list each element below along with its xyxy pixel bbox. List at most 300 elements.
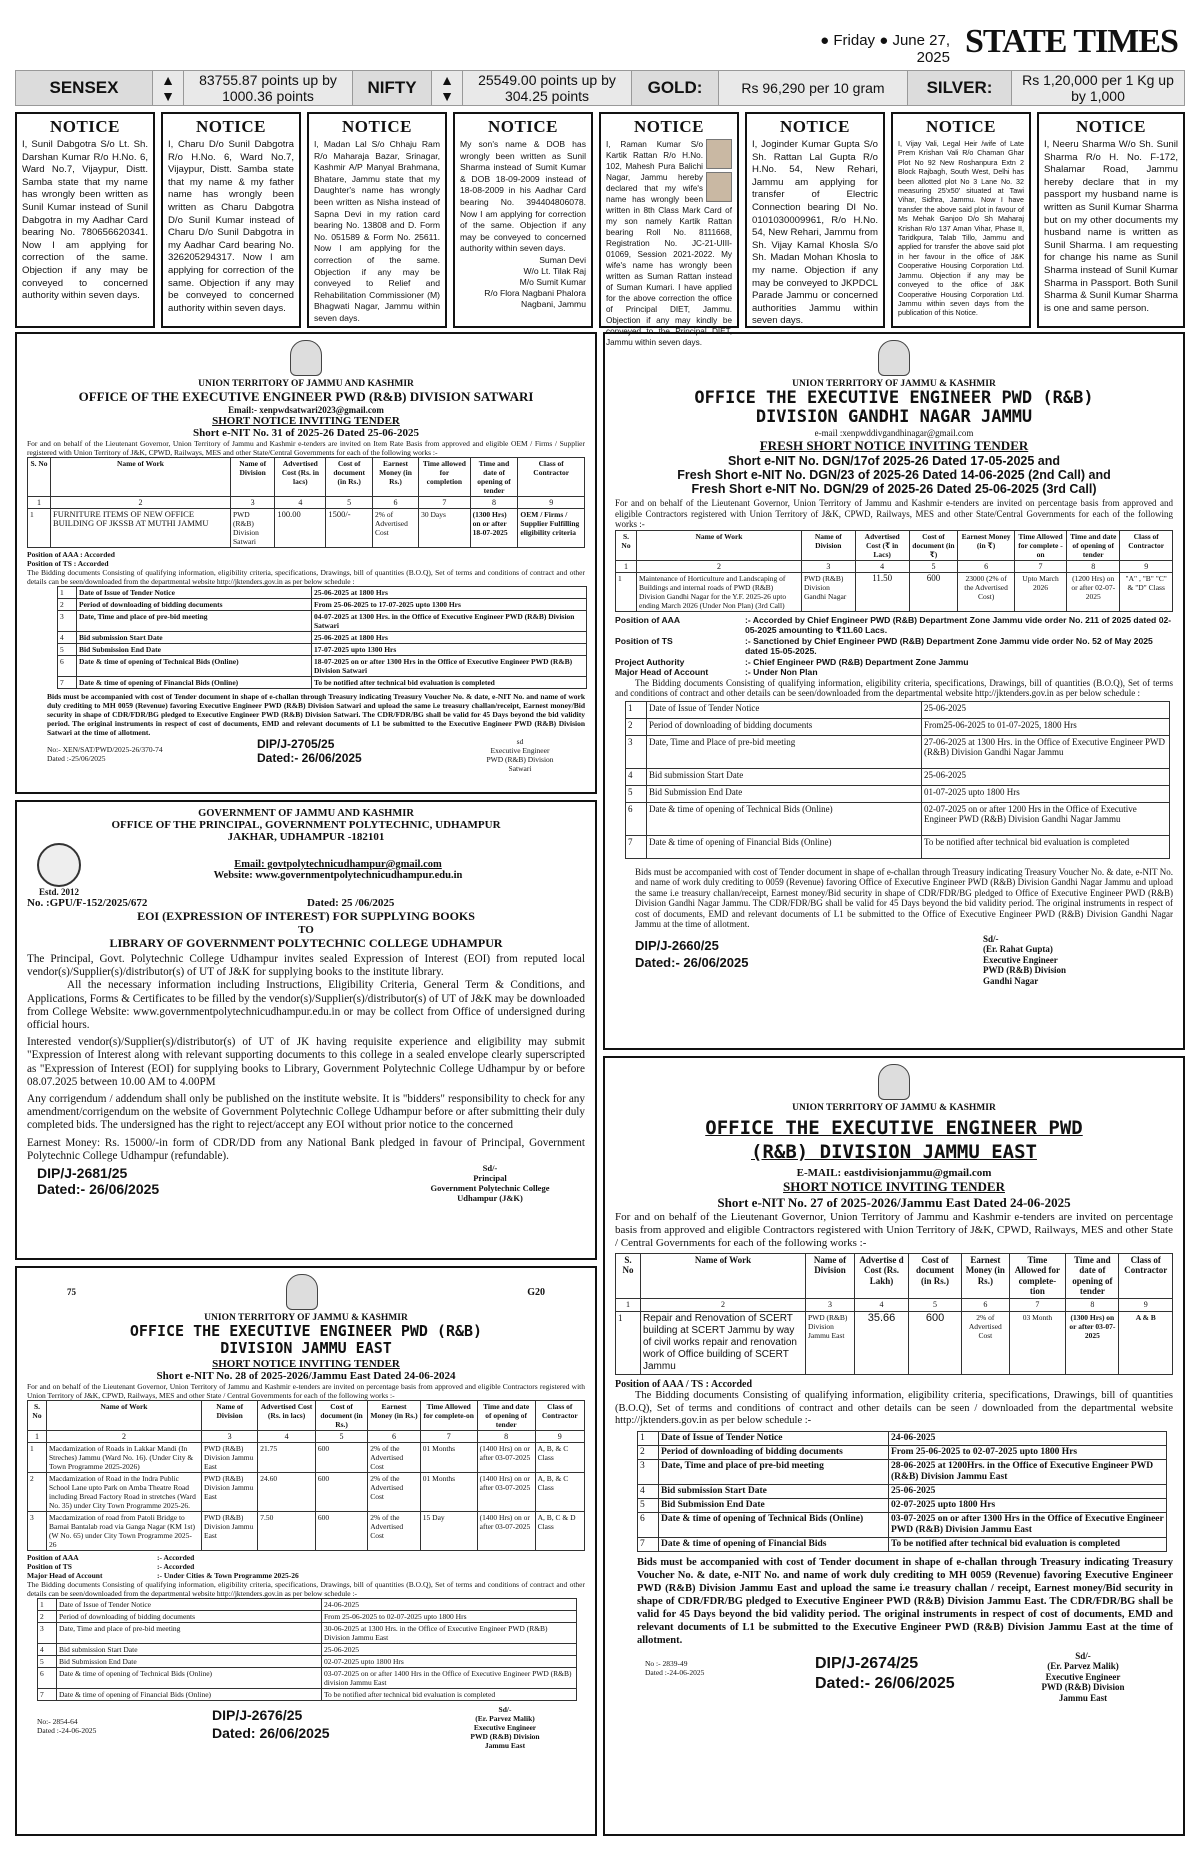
eoi-para-1: The Principal, Govt. Polytechnic College Udhampur invites sealed Expression of Interest (EOI) from reputed local vendor(s)/Supplier(s)/distributor(s) of UT of J&K for supplying books to the institute library. — [27, 953, 585, 979]
table-row — [38, 1655, 577, 1667]
table-cell: Date & time of opening of Technical Bids (Online) — [57, 1667, 322, 1688]
table-cell: 600 — [315, 1511, 367, 1550]
table-cell: To be notified after technical bid evaluation is completed — [322, 1688, 577, 1700]
office-title: OFFICE THE EXECUTIVE ENGINEER PWD (R&B) — [694, 388, 1094, 408]
enit-number: Short e-NIT No. DGN/17of 2025-26 Dated 17-05-2025 and — [727, 454, 1061, 469]
gold-label: GOLD: — [632, 71, 719, 105]
table-cell: (1400 Hrs) on or after 03-07-2025 — [477, 1472, 535, 1511]
office-email: Email:- xenpwdsatwari2023@gmail.com — [228, 404, 384, 415]
notice-body: I, Madan Lal S/o Chhaju Ram R/o Maharaja Bazar, Srinagar, Kashmir A/P Manyal Brahmana, Bhatare, Jammu state that my Daughter's name has wrongly been written as Nisha instead of Sapna Devi in my ration card bearing No. 13808 and D. Form No. 051589 & Form No. 25611. Now I am applying for the correction of the same. Objection if any may be conveyed to Relief and Rehabilitation Commissioner (M) Bhagwati Nagar, Jammu within seven days. — [314, 139, 440, 323]
dip-number: DIP/J-2660/25 — [635, 937, 719, 953]
office-title: OFFICE THE EXECUTIVE ENGINEER PWD (R&B) — [129, 1322, 483, 1340]
table-cell: 2% of the Advertised Cost — [368, 1442, 421, 1472]
table-row — [638, 1484, 1167, 1498]
kv-key: Position of AAA — [27, 1552, 79, 1562]
nifty-value: 25549.00 points up by 304.25 points — [463, 71, 632, 105]
table-cell: (1200 Hrs) on or after 02-07-2025 — [1067, 572, 1120, 611]
office-email: e-mail :xenpwddivgandhinagar@gmail.com — [814, 427, 974, 438]
col-header: Name of Work — [51, 458, 231, 497]
table-cell: A, B, C & D Class — [535, 1511, 584, 1550]
head-details — [27, 1553, 585, 1580]
col-header: Time Allowed for complete-tion — [1009, 1253, 1066, 1298]
col-header: Earnest Money (in ₹) — [958, 530, 1015, 560]
signatory: Sd/- (Er. Parvez Malik) Executive Engineer PWD (R&B) Division Jammu East — [1041, 1650, 1125, 1703]
tender-gandhi-nagar — [603, 332, 1185, 1050]
notice-title: NOTICE — [1075, 117, 1147, 136]
table-cell: 02-07-2025 on or after 1200 Hrs in the Office of Executive Engineer PWD (R&B) Division Gandhi Nagar Jammu — [922, 802, 1170, 835]
notice-body: I, Charu D/o Sunil Dabgotra R/o H.No. 6, Ward No.7, Vijaypur, Distt. Samba state that my name & my father name has wrongly been written as Charu Dabgotra D/o Sunil Kumar instead of Charu D/o Sunil Dabgotra in my Aadhar Card bearing No. 326205294317. Now I am applying for correction of the same. Objection if any may be conveyed to concerned authority within seven days. — [168, 139, 294, 314]
tender-intro: For and on behalf of the Lieutenant Governor, Union Territory of Jammu and Kashmir e-tenders are invited on percentage basis from approved and eligible Contractors registered with Union Territory of J&K, CPWD, Railways, MES and other State / Central Governments for each of the following works :- — [27, 1381, 585, 1400]
table-cell: "A" , "B" "C" & "D" Class — [1120, 572, 1173, 611]
col-header: Class of Contractor — [1119, 1253, 1173, 1298]
table-cell: Bid Submission End Date — [647, 785, 922, 802]
col-number: 8 — [1066, 1298, 1119, 1312]
tender-jammu-east-27 — [603, 1056, 1185, 1836]
table-cell: Date of Issue of Tender Notice — [77, 587, 312, 599]
col-number: 2 — [641, 1298, 806, 1312]
dip-number: DIP/J-2705/25 — [257, 737, 335, 752]
table-cell: 600 — [908, 1312, 961, 1375]
table-cell: 7 — [58, 677, 77, 689]
col-number: 5 — [908, 1298, 961, 1312]
table-row — [58, 677, 587, 689]
table-cell: To be notified after technical bid evaluation is completed — [889, 1537, 1167, 1551]
kv-value: :- Accorded by Chief Engineer PWD (R&B) Department Zone Jammu vide order No. 211 of 2025 dated 02-05-2025 amounting to ₹11.60 Lacs. — [745, 614, 1172, 636]
table-cell: (1400 Hrs) on or after 03-07-2025 — [477, 1442, 535, 1472]
classified-notice — [453, 112, 593, 328]
col-number: 6 — [962, 1298, 1009, 1312]
table-row — [626, 785, 1170, 802]
table-cell: 03 Month — [1009, 1312, 1066, 1375]
col-header: Earnest Money (in Rs.) — [372, 458, 418, 497]
tender-intro: For and on behalf of the Lieutenant Governor, Union Territory of Jammu and Kashmir e-tenders are invited on percentage basis from approved and eligible Contractors registered with Union Territory of J&K, CPWD, Railways, MES and other State/Central Governments for each of the following works :- — [615, 498, 1173, 530]
table-cell: Date of Issue of Tender Notice — [659, 1431, 889, 1445]
signature-block — [615, 934, 1173, 998]
kv-value: :- Under Cities & Town Programme 2025-26 — [157, 1570, 299, 1580]
schedule-table — [37, 1598, 577, 1701]
table-cell: 2% of the Advertised Cost — [368, 1511, 421, 1550]
table-cell: Period of downloading of bidding documents — [77, 599, 312, 611]
notice-body: I, Vijay Vali, Legal Heir /wife of Late Prem Krishan Vali R/o Chaman Ghar Plot No 92 New Roshanpura Extn 2 Block Rajbagh, South West, Delhi has been allotted plot No 3 Lane No. 32 measuring 25'x50' situated at Tawi Vihar, Sidhra, Jammu. Now I have transfer the above said plot in favour of Ms Mehak Ganjoo D/o Sh Maharaj Krishan R/o 137 Aman Vihar, Phase II, Taridkpura, Talab Tillo, Jammu and applied for transfer the above said plot in her favour in the office of J&K Cooperative Housing Corporation Ltd. Jammu. Objection if any may be conveyed to the office of J&K Cooperative Housing Corporation Ltd. Jammu within seven days from the publication of this Notice. — [898, 139, 1024, 318]
tender-jammu-east-28 — [15, 1266, 597, 1836]
table-cell: PWD (R&B) Division Jammu East — [202, 1472, 258, 1511]
works-table — [615, 1253, 1173, 1376]
table-cell: Date of Issue of Tender Notice — [57, 1598, 322, 1610]
table-cell: 1500/- — [326, 509, 373, 548]
table-cell: 2 — [638, 1445, 659, 1459]
table-cell: Date, Time and place of pre-bid meeting — [659, 1459, 889, 1484]
eoi-para-4: Any corrigendum / addendum shall only be published on the institute website. It is "bidders" responsibility to check for any amendment/corrigendum on the website of Government Polytechnic College Udhampur before or after submitting their duly completed bids. The undersigned has the right to reject/accept any EOI without prior notice to the concerned — [27, 1093, 585, 1132]
table-cell: PWD (R&B) Division Jammu East — [202, 1511, 258, 1550]
portrait-photo — [706, 172, 732, 202]
enit-number-3rd-call: Fresh Short e-NIT No. DGN/29 of 2025-26 Dated 25-06-2025 (3rd Call) — [691, 482, 1097, 497]
ut-heading: UNION TERRITORY OF JAMMU & KASHMIR — [792, 379, 996, 389]
table-cell: 21.75 — [258, 1442, 316, 1472]
col-header: S. No — [616, 1253, 641, 1298]
tender-heading: SHORT NOTICE INVITING TENDER — [212, 415, 400, 428]
schedule-table — [637, 1431, 1167, 1552]
kv-key: Position of TS — [615, 635, 673, 646]
col-header: Name of Division — [202, 1400, 258, 1430]
classified-notice — [1037, 112, 1185, 328]
bid-note: Bids must be accompanied with cost of Tender document in shape of e-challan through Treasury indicating Treasury Voucher No. & date, e-NIT No. and name of work duly crediting to MH 0059 (Revenue) favoring Executive Engineer PWD (R&B) Division Jammu East and upload the same i.e treasury challan / receipt, Earnest money/Bid security in shape of CDR/FDR/BG pledged to Executive Engineer PWD (R&B) Division Jammu East. The CDR/FDR/BG shall be valid for 45 Days beyond the bid validity period. The original instruments in respect of cost of documents, EMD and relevant documents of L1 be submitted to the Executive Engineer PWD (R&B) Division Jammu East at the time of allotment. — [637, 1556, 1173, 1646]
col-number: 8 — [1067, 560, 1120, 572]
table-cell: Date, Time and place of pre-bid meeting — [77, 611, 312, 632]
table-row — [38, 1622, 577, 1643]
bidding-docs-text: The Bidding documents Consisting of qualifying information, eligibility criteria, specifications, Drawings, bill of quantities (B.O.Q), Set of terms and conditions of contract and other details can be seen/downloaded from the departmental website http://jktenders.gov.in as per below schedule : — [615, 677, 1173, 699]
dip-date: Dated:- 26/06/2025 — [257, 751, 362, 766]
col-header: Advertised Cost (Rs. in lacs) — [275, 458, 326, 497]
table-row — [626, 835, 1170, 858]
aaa-position: Position of AAA : Accorded — [27, 550, 115, 560]
col-header: Class of Contractor — [518, 458, 585, 497]
table-row — [626, 768, 1170, 785]
col-number: 4 — [855, 560, 909, 572]
table-row — [58, 656, 587, 677]
works-table — [27, 457, 585, 548]
table-row — [38, 1667, 577, 1688]
signatory: sd Executive Engineer PWD (R&B) Division Satwari — [486, 737, 554, 774]
table-cell: PWD (R&B) Division Jammu East — [202, 1442, 258, 1472]
table-cell: 600 — [315, 1442, 367, 1472]
notice-title: NOTICE — [925, 117, 997, 136]
table-row — [638, 1445, 1167, 1459]
table-cell: Date of Issue of Tender Notice — [647, 701, 922, 718]
table-cell: 7.50 — [258, 1511, 316, 1550]
table-cell: 03-07-2025 on or after 1300 Hrs in the Office of Executive Engineer PWD (R&B) Division Jammu East — [889, 1512, 1167, 1537]
kv-key: Position of AAA — [615, 614, 681, 625]
table-cell: 3 — [28, 1511, 47, 1550]
table-cell: 1 — [38, 1598, 57, 1610]
table-cell: 25-06-2025 at 1800 Hrs — [312, 632, 587, 644]
works-table — [27, 1400, 585, 1551]
passport-photos — [706, 139, 732, 202]
col-header: S. No — [28, 1400, 47, 1430]
col-header: Name of Division — [806, 1253, 855, 1298]
table-cell: 4 — [638, 1484, 659, 1498]
signature-block — [27, 1705, 585, 1765]
table-row — [28, 1472, 585, 1511]
table-cell: Bid Submission End Date — [659, 1498, 889, 1512]
table-cell: 6 — [626, 802, 647, 835]
col-number: 4 — [275, 497, 326, 509]
table-cell: 3 — [38, 1622, 57, 1643]
dip-date: Dated:- 26/06/2025 — [815, 1674, 955, 1692]
eoi-title-library: LIBRARY OF GOVERNMENT POLYTECHNIC COLLEGE UDHAMPUR — [109, 936, 503, 950]
kv-value: :- Accorded — [157, 1552, 195, 1562]
table-cell: Date & time of opening of Financial Bids (Online) — [647, 835, 922, 858]
table-cell: 1 — [616, 1312, 641, 1375]
col-number: 1 — [616, 560, 637, 572]
ut-heading: UNION TERRITORY OF JAMMU & KASHMIR — [204, 1313, 408, 1323]
col-header: Name of Work — [637, 530, 802, 560]
table-cell: Macdamization of road from Patoli Bridge to Barnai Bantalab road via Ganga Nagar (KM 1st) (W No. 65) under City Town Programme 2025-26 — [47, 1511, 202, 1550]
bidding-docs-text: The Bidding documents Consisting of qualifying information, eligibility criteria, specifications, Drawings, bill of quantities (B.O.Q), Set of terms and conditions of contract and other details can be seen / downloaded from the departmental website http://jktenders.gov.in as per below schedule :- — [615, 1390, 1173, 1427]
table-cell: 1 — [616, 572, 637, 611]
table-cell: 30 Days — [419, 509, 471, 548]
kv-value: :- Chief Engineer PWD (R&B) Department Zone Jammu — [745, 656, 969, 667]
office-address: JAKHAR, UDHAMPUR -182101 — [227, 831, 385, 843]
gold-value: Rs 96,290 per 10 gram — [719, 71, 908, 105]
notice-body: I, Sunil Dabgotra S/o Lt. Sh. Darshan Kumar R/o H.No. 6, Ward No.7, Vijaypur, Distt. Samba state that my name has wrongly been written as Sunil Kumar instead of Sunil Dabgotra in my Aadhar Card bearing No. 780656620341. Now I am applying for correction of the same. Objection if any may be conveyed to concerned authority within seven days. — [22, 139, 148, 302]
col-number: 4 — [855, 1298, 909, 1312]
col-number: 6 — [372, 497, 418, 509]
kv-value: :- Under Non Plan — [745, 667, 818, 678]
classified-notice — [307, 112, 447, 328]
reference-no: No :- 2839-49 Dated :-24-06-2025 — [645, 1658, 705, 1677]
notice-title: NOTICE — [49, 117, 121, 136]
notice-title: NOTICE — [633, 117, 705, 136]
market-ticker — [15, 70, 1185, 106]
signature-block — [27, 737, 585, 787]
eoi-title-to: TO — [298, 924, 314, 936]
table-cell: 24-06-2025 — [889, 1431, 1167, 1445]
notice-title: NOTICE — [195, 117, 267, 136]
national-emblem-icon — [290, 340, 322, 376]
kv-key: Major Head of Account — [615, 667, 709, 678]
bidding-docs-text: The Bidding documents Consisting of qualifying information, eligibility criteria, specifications, Drawings, bill of quantities (B.O.Q), Set of terms and conditions of contract and other details can be seen/downloaded from the departmental website http://jktenders.gov.in as per below schedule : — [27, 568, 585, 587]
kv-key: Major Head of Account — [27, 1570, 103, 1580]
table-row — [638, 1459, 1167, 1484]
table-cell: 5 — [58, 644, 77, 656]
table-cell: A, B, & C Class — [535, 1442, 584, 1472]
table-cell: 3 — [626, 735, 647, 768]
table-cell: 25-06-2025 at 1800 Hrs — [312, 587, 587, 599]
table-row — [38, 1643, 577, 1655]
table-cell: From 25-06-2025 to 02-07-2025 upto 1800 Hrs — [889, 1445, 1167, 1459]
col-number: 7 — [1009, 1298, 1066, 1312]
table-row — [28, 1511, 585, 1550]
col-header: Cost of document (in Rs.) — [908, 1253, 961, 1298]
earnest-money: Earnest Money: Rs. 15000/-in form of CDR/DD from any National Bank pledged in favour of Principal, Government Polytechnic College Udhampur (refundable). — [27, 1136, 585, 1162]
silver-value: Rs 1,20,000 per 1 Kg up by 1,000 — [1022, 72, 1174, 104]
col-number: 7 — [420, 1430, 477, 1442]
notice-title: NOTICE — [779, 117, 851, 136]
national-emblem-icon — [878, 1064, 910, 1100]
table-cell: A & B — [1119, 1312, 1173, 1375]
table-cell: 01 Months — [420, 1442, 477, 1472]
col-number: 1 — [28, 497, 51, 509]
table-cell: From 25-06-2025 to 02-07-2025 upto 1800 Hrs — [322, 1610, 577, 1622]
col-header: Time Allowed for complete-on — [420, 1400, 477, 1430]
signatory: Sd/- (Er. Parvez Malik) Executive Engineer PWD (R&B) Division Jammu East — [470, 1704, 540, 1750]
table-cell: Period of downloading of bidding documents — [57, 1610, 322, 1622]
azadi-logo-icon: 75 — [67, 1287, 76, 1297]
schedule-table — [625, 701, 1170, 859]
govt-heading: GOVERNMENT OF JAMMU AND KASHMIR — [198, 808, 414, 819]
tender-heading: SHORT NOTICE INVITING TENDER — [783, 1178, 1005, 1194]
table-cell: 04-07-2025 at 1300 Hrs. in the Office of Executive Engineer PWD (R&B) Division Satwari — [312, 611, 587, 632]
table-cell: 35.66 — [855, 1312, 909, 1375]
table-cell: 7 — [38, 1688, 57, 1700]
table-cell: Bid submission Start Date — [647, 768, 922, 785]
col-header: Class of Contractor — [535, 1400, 584, 1430]
reference-no: No:- 2854-64 Dated :-24-06-2025 — [37, 1716, 97, 1735]
table-row — [28, 509, 585, 548]
table-cell: 1 — [638, 1431, 659, 1445]
table-cell: FURNITURE ITEMS OF NEW OFFICE BUILDING OF JKSSB AT MUTHI JAMMU — [51, 509, 231, 548]
aaa-position: Position of AAA / TS : Accorded — [615, 1379, 753, 1391]
table-cell: (1300 Hrs) on or after 18-07-2025 — [470, 509, 518, 548]
office-title: OFFICE THE EXECUTIVE ENGINEER PWD — [705, 1117, 1083, 1139]
table-row — [638, 1431, 1167, 1445]
kv-value: :- Sanctioned by Chief Engineer PWD (R&B) Department Zone Jammu vide order No. 52 of May 2025 dated 15-05-2025. — [745, 635, 1153, 657]
signatory: Sd/- Principal Government Polytechnic College Udhampur (J&K) — [430, 1163, 550, 1204]
col-number: 3 — [231, 497, 275, 509]
table-cell: 28-06-2025 at 1200Hrs. in the Office of Executive Engineer PWD (R&B) Division Jammu East — [889, 1459, 1167, 1484]
table-cell: Macdamization of Roads in Lakkar Mandi (In Streches) Jammu (Ward No. 16). (Under City & Town Programme 2025-2026) — [47, 1442, 202, 1472]
col-number: 9 — [1120, 560, 1173, 572]
table-cell: 11.50 — [855, 572, 909, 611]
schedule-table — [57, 586, 587, 689]
bidding-docs-text: The Bidding documents Consisting of qualifying information, eligibility criteria, specifications, Drawings, bill of quantities (B.O.Q), Set of terms and conditions of contract and other details can be seen/downloaded from the departmental website http://jktenders.gov.in as per below schedule :- — [27, 1579, 585, 1598]
signature-block — [615, 1651, 1173, 1731]
dip-date: Dated:- 26/06/2025 — [37, 1181, 160, 1198]
letter-number: No. :GPU/F-152/2025/672 — [27, 897, 148, 909]
table-cell: Bid Submission End Date — [77, 644, 312, 656]
tender-heading: SHORT NOTICE INVITING TENDER — [212, 1357, 400, 1370]
table-cell: 24.60 — [258, 1472, 316, 1511]
tender-intro: For and on behalf of the Lieutenant Governor, Union Territory of Jammu and Kashmir e-tenders are invited on Item Rate Basis from approved and eligible OEM / Firms / Supplier registered with Union Territory of J&K, CPWD, Railways, MES and other State/Central Governments for each of the following works :- — [27, 439, 585, 458]
table-cell: 2% of Advertised Cost — [962, 1312, 1009, 1375]
office-email: Email: govtpolytechnicudhampur@gmail.com — [234, 859, 442, 870]
table-cell: Bid submission Start Date — [659, 1484, 889, 1498]
table-cell: (1300 Hrs) on or after 03-07-2025 — [1066, 1312, 1119, 1375]
office-title: OFFICE OF THE PRINCIPAL, GOVERNMENT POLYTECHNIC, UDHAMPUR — [111, 819, 501, 831]
table-cell: Bid submission Start Date — [57, 1643, 322, 1655]
col-number: 9 — [518, 497, 585, 509]
table-cell: Date & time of opening of Technical Bids (Online) — [647, 802, 922, 835]
table-cell: PWD (R&B) Division Gandhi Nagar — [802, 572, 856, 611]
table-cell: 2% of the Advertised Cost — [368, 1472, 421, 1511]
table-cell: Repair and Renovation of SCERT building at SCERT Jammu by way of civil works repair and renovation work of Office building of SCERT Jammu — [641, 1312, 806, 1375]
table-cell: Date & time of opening of Financial Bids (Online) — [57, 1688, 322, 1700]
table-cell: 1 — [58, 587, 77, 599]
table-cell: From25-06-2025 to 01-07-2025, 1800 Hrs — [922, 718, 1170, 735]
table-cell: Period of downloading of bidding documents — [659, 1445, 889, 1459]
table-cell: To be notified after technical bid evaluation is completed — [922, 835, 1170, 858]
table-cell: 02-07-2025 upto 1800 Hrs — [889, 1498, 1167, 1512]
table-cell: 100.00 — [275, 509, 326, 548]
col-header: Time and date of opening of tender — [1066, 1253, 1119, 1298]
kv-key: Position of TS — [27, 1561, 72, 1571]
table-cell: 7 — [638, 1537, 659, 1551]
letter-date: Dated: 25 /06/2025 — [307, 897, 395, 909]
office-subtitle: (R&B) DIVISION JAMMU EAST — [751, 1140, 1037, 1163]
table-cell: 3 — [58, 611, 77, 632]
nifty-label: NIFTY — [353, 71, 432, 105]
col-number: 1 — [28, 1430, 47, 1442]
eoi-para-3: Interested vendor(s)/Supplier(s)/distributor(s) of UT of JK having requisite experience and eligibility may submit "Expression of Interest along with relevant supporting documents to this college in a sealed envelope clearly superscripted as "Expression of Interest (EOI) for supplying books to Library, Government Polytechnic College Udhampur by or before 08.07.2025 between 10.00 AM to 4.00PM — [27, 1036, 585, 1088]
col-header: Cost of document (in Rs.) — [315, 1400, 367, 1430]
table-cell: 1 — [626, 701, 647, 718]
col-header: Cost of document (in ₹) — [909, 530, 957, 560]
table-cell: 25-06-2025 — [922, 768, 1170, 785]
table-row — [28, 1442, 585, 1472]
table-cell: 4 — [58, 632, 77, 644]
table-cell: 17-07-2025 upto 1300 Hrs — [312, 644, 587, 656]
head-details — [615, 615, 1173, 678]
table-cell: 2 — [28, 1472, 47, 1511]
table-cell: 5 — [638, 1498, 659, 1512]
table-row — [58, 587, 587, 599]
col-number: 9 — [1119, 1298, 1173, 1312]
table-cell: To be notified after technical bid evaluation is completed — [312, 677, 587, 689]
col-number: 2 — [637, 560, 802, 572]
table-cell: Period of downloading of bidding documents — [647, 718, 922, 735]
col-header: Cost of document (in Rs.) — [326, 458, 373, 497]
table-cell: Maintenance of Horticulture and Landscaping of Buildings and internal roads of PWD (R&B) Division Gandhi Nagar for the Y.F. 2025-26 upto ending March 2026 (Under Non Plan) (3rd Call) — [637, 572, 802, 611]
col-number: 9 — [535, 1430, 584, 1442]
table-cell: 600 — [315, 1472, 367, 1511]
dip-date: Dated: 26/06/2025 — [212, 1724, 330, 1741]
table-cell: OEM / Firms / Supplier Fulfilling eligibility criteria — [518, 509, 585, 548]
table-cell: 6 — [58, 656, 77, 677]
tender-heading: FRESH SHORT NOTICE INVITING TENDER — [759, 438, 1029, 454]
office-subtitle: DIVISION JAMMU EAST — [220, 1338, 392, 1357]
table-row — [38, 1688, 577, 1700]
table-cell: 6 — [38, 1667, 57, 1688]
office-subtitle: DIVISION GANDHI NAGAR JAMMU — [755, 406, 1033, 427]
dip-number: DIP/J-2681/25 — [37, 1165, 128, 1182]
col-header: Time and date of opening of tender — [1067, 530, 1120, 560]
dip-number: DIP/J-2676/25 — [212, 1706, 303, 1723]
up-down-arrow-icon: ▲ ▼ — [432, 71, 463, 105]
eoi-polytechnic — [15, 800, 597, 1260]
sensex-label: SENSEX — [16, 71, 153, 105]
dip-number: DIP/J-2674/25 — [815, 1654, 919, 1672]
ut-heading: UNION TERRITORY OF JAMMU & KASHMIR — [792, 1103, 996, 1113]
table-cell: 2% of Advertised Cost — [372, 509, 418, 548]
col-number: 3 — [202, 1430, 258, 1442]
estd-text: Estd. 2012 — [38, 887, 79, 897]
col-header: Advertised Cost (₹ in Lacs) — [855, 530, 909, 560]
reference-no: No:- XEN/SAT/PWD/2025-26/370-74 Dated :-25/06/2025 — [47, 745, 163, 764]
col-header: Time allowed for completion — [419, 458, 471, 497]
table-cell: Macdamization of Road in the Indra Public School Lane upto Park on Amba Theatre Road including Bread Factory Road in stretches (Ward No. 35) under City Town Programme 2025-26. — [47, 1472, 202, 1511]
table-cell: 30-06-2025 at 1300 Hrs. in the Office of Executive Engineer PWD (R&B) Division Jammu East — [322, 1622, 577, 1643]
college-logo-block — [27, 843, 91, 897]
col-header: Name of Work — [47, 1400, 202, 1430]
table-cell: 02-07-2025 upto 1800 Hrs — [322, 1655, 577, 1667]
table-cell: 01 Months — [420, 1472, 477, 1511]
notice-body: My son's name & DOB has wrongly been written as Sunil Sharma instead of Sumit Kumar & DOB 18-09-2009 instead of 18-08-2009 in his Aadhar Card bearing No. 394404806078. Now I am applying for correction of the same. Objection if any may be conveyed to concerned authority within seven days. — [460, 139, 586, 254]
col-header: Name of Division — [802, 530, 856, 560]
signature-block — [27, 1163, 585, 1215]
col-number: 1 — [616, 1298, 641, 1312]
table-row — [626, 701, 1170, 718]
table-cell: Bid Submission End Date — [57, 1655, 322, 1667]
table-cell: Date & time of opening of Technical Bids (Online) — [77, 656, 312, 677]
table-cell: 25-06-2025 — [322, 1643, 577, 1655]
table-cell: 03-07-2025 on or after 1400 Hrs in the Office of Executive Engineer PWD (R&B) division Jammu East — [322, 1667, 577, 1688]
table-row — [626, 735, 1170, 768]
col-number: 3 — [802, 560, 856, 572]
col-number: 5 — [315, 1430, 367, 1442]
table-row — [58, 611, 587, 632]
table-row — [616, 1312, 1173, 1375]
classified-notice — [599, 112, 739, 347]
table-row — [616, 572, 1173, 611]
sensex-value: 83755.87 points up by 1000.36 points — [184, 71, 353, 105]
table-row — [638, 1498, 1167, 1512]
table-cell: 3 — [638, 1459, 659, 1484]
portrait-photo — [706, 139, 732, 169]
bid-note: Bids must be accompanied with cost of Tender document in shape of e-challan through Treasury indicating Treasury Voucher No. & date, e-NIT No. and name of work duly crediting to 0059 (Revenue) favoring Office of Executive Engineer PWD (R&B) Division Gandhi Nagar Jammu and upload the same i.e treasury challan/receipt, Earnest money/Bid security in shape of CDR/FDR/BG pledged to Office of Executive Engineer PWD (R&B) Division Gandhi Nagar Jammu. The CDR/FDR/BG shall be valid for 45 Days beyond the bid validity period. The original instruments in respect of cost of documents, EMD and relevant documents of L1 be submitted to the Office of Executive Engineer PWD (R&B) Division Gandhi Nagar Jammu at the time of allotment. — [635, 866, 1173, 930]
enit-number-2nd-call: Fresh Short e-NIT No. DGN/23 of 2025-26 Dated 14-06-2025 (2nd Call) and — [677, 468, 1111, 483]
col-header: Time and date of opening of tender — [470, 458, 518, 497]
notice-title: NOTICE — [487, 117, 559, 136]
